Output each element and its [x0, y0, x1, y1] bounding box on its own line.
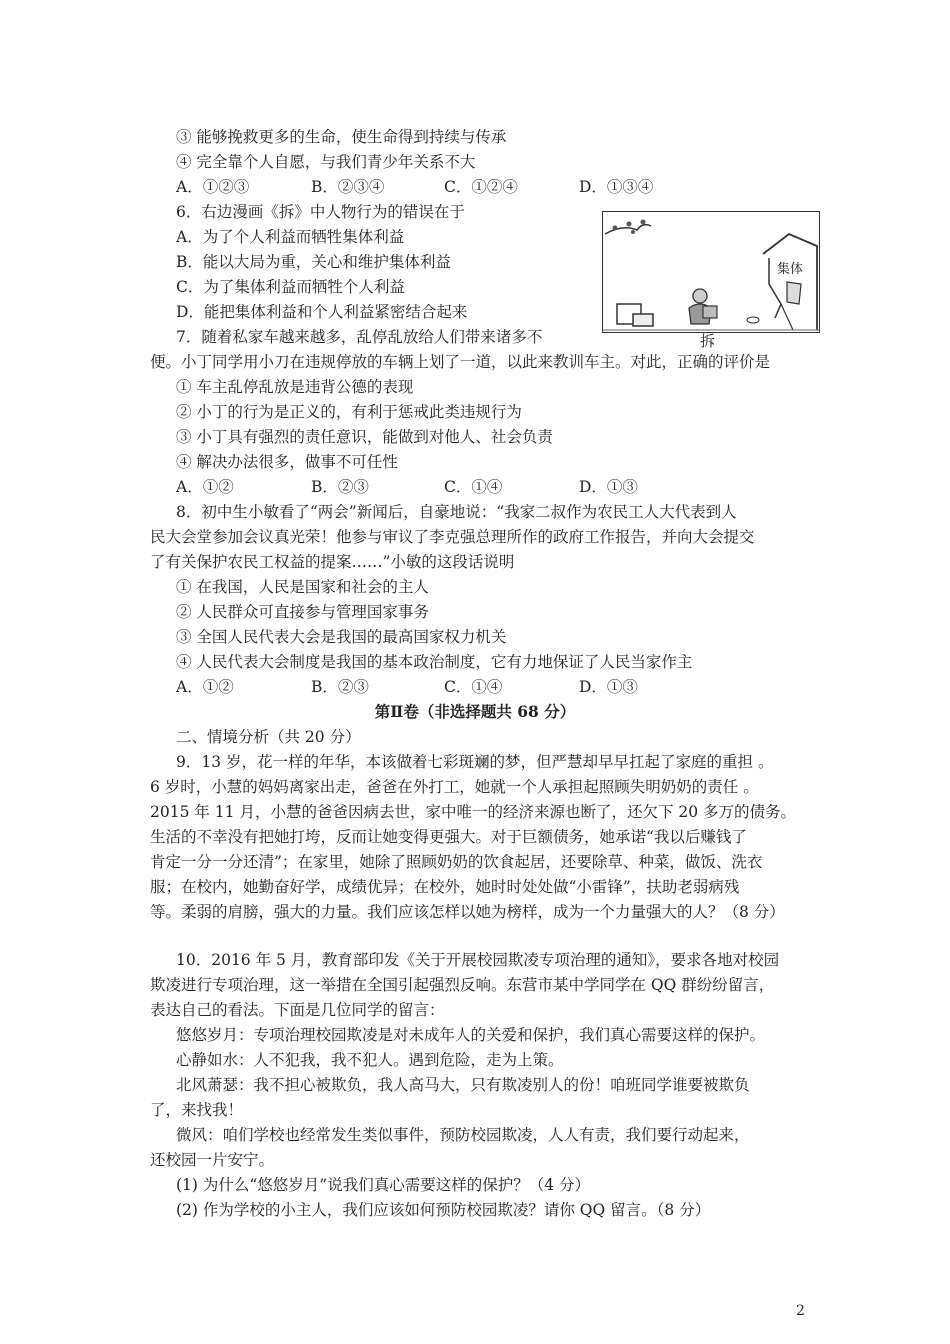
q6-stem: 6．右边漫画《拆》中人物行为的错误在于 [176, 203, 465, 221]
q5-option-b: B．②③④ [311, 178, 385, 196]
q8-stem-line-2: 民大会堂参加会议真光荣！他参与审议了李克强总理所作的政府工作报告，并向大会提交 [150, 528, 755, 546]
q8-option-b: B．②③ [311, 678, 369, 696]
q7-option-d: D．①③ [579, 478, 638, 496]
q9-line-3: 2015 年 11 月，小慧的爸爸因病去世，家中唯一的经济来源也断了，还欠下 20 多万的债务。 [150, 803, 797, 821]
cartoon-caption: 拆 [700, 332, 716, 350]
q8-item-4: ④ 人民代表大会制度是我国的基本政治制度，它有力地保证了人民当家作主 [176, 653, 693, 671]
q10-line-1: 10．2016 年 5 月，教育部印发《关于开展校园欺凌专项治理的通知》，要求各地对校园 [176, 951, 780, 969]
q7-item-2: ② 小丁的行为是正义的，有利于惩戒此类违规行为 [176, 403, 522, 421]
q6-option-c: C．为了集体利益而牺牲个人利益 [176, 278, 405, 296]
q10-comment-4-cont: 还校园一片安宁。 [150, 1151, 275, 1169]
part-2-heading: 二、情境分析（共 20 分） [176, 728, 361, 746]
q5-item-4: ④ 完全靠个人自愿，与我们青少年关系不大 [176, 153, 476, 171]
q9-line-1: 9．13 岁，花一样的年华，本该做着七彩斑斓的梦，但严慧却早早扛起了家庭的重担 。 [176, 753, 774, 771]
q8-stem-line-3: 了有关保护农民工权益的提案……”小敏的这段话说明 [150, 553, 515, 571]
q6-option-a: A．为了个人利益而牺牲集体利益 [176, 228, 405, 246]
cartoon-chai [602, 211, 820, 333]
q10-comment-2: 心静如水：人不犯我，我不犯人。遇到危险，走为上策。 [176, 1051, 564, 1069]
q9-line-6: 服；在校内，她勤奋好学，成绩优异；在校外，她时时处处做“小雷锋”，扶助老弱病残 [150, 878, 740, 896]
q8-option-d: D．①③ [579, 678, 638, 696]
q7-stem-line-1: 7．随着私家车越来越多，乱停乱放给人们带来诸多不 [176, 328, 543, 346]
q5-option-a: A．①②③ [176, 178, 250, 196]
q7-item-4: ④ 解决办法很多，做事不可任性 [176, 453, 398, 471]
q5-option-c: C．①②④ [444, 178, 518, 196]
q5-item-3: ③ 能够挽救更多的生命，使生命得到持续与传承 [176, 128, 507, 146]
q10-comment-3-cont: 了，来找我！ [150, 1101, 244, 1119]
q7-option-c: C．①④ [444, 478, 503, 496]
q7-option-a: A．①② [176, 478, 234, 496]
q8-item-1: ① 在我国，人民是国家和社会的主人 [176, 578, 429, 596]
q8-option-c: C．①④ [444, 678, 503, 696]
q10-subquestion-1: (1) 为什么“悠悠岁月”说我们真心需要这样的保护？（4 分） [176, 1176, 591, 1194]
q10-comment-1: 悠悠岁月：专项治理校园欺凌是对未成年人的关爱和保护，我们真心需要这样的保护。 [176, 1026, 766, 1044]
q10-line-3: 表达自己的看法。下面是几位同学的留言： [150, 1001, 445, 1019]
q5-option-d: D．①③④ [579, 178, 654, 196]
q8-option-a: A．①② [176, 678, 234, 696]
page-number: 2 [796, 1303, 805, 1319]
q10-comment-4: 微风：咱们学校也经常发生类似事件，预防校园欺凌，人人有责，我们要行动起来， [176, 1126, 750, 1144]
q8-item-3: ③ 全国人民代表大会是我国的最高国家权力机关 [176, 628, 507, 646]
q7-stem-line-2: 便。小丁同学用小刀在违规停放的车辆上划了一道，以此来教训车主。对此，正确的评价是 [150, 353, 771, 371]
q8-item-2: ② 人民群众可直接参与管理国家事务 [176, 603, 429, 621]
q9-line-5: 肯定一分一分还清”；在家里，她除了照顾奶奶的饮食起居，还要除草、种菜，做饭、洗衣 [150, 853, 763, 871]
q9-line-2: 6 岁时，小慧的妈妈离家出走，爸爸在外打工，她就一个人承担起照顾失明奶奶的责任 。 [150, 778, 759, 796]
q6-option-b: B．能以大局为重，关心和维护集体利益 [176, 253, 451, 271]
q7-item-3: ③ 小丁具有强烈的责任意识，能做到对他人、社会负责 [176, 428, 553, 446]
q7-item-1: ① 车主乱停乱放是违背公德的表现 [176, 378, 414, 396]
section-2-title: 第Ⅱ卷（非选择题共 68 分） [374, 702, 576, 721]
q6-option-d: D．能把集体利益和个人利益紧密结合起来 [176, 303, 468, 321]
q7-option-b: B．②③ [311, 478, 369, 496]
q10-comment-3: 北风萧瑟：我不担心被欺负，我人高马大，只有欺凌别人的份！咱班同学谁要被欺负 [176, 1076, 750, 1094]
cartoon-sign-label: 集体 [777, 262, 804, 277]
q10-subquestion-2: (2) 作为学校的小主人，我们应该如何预防校园欺凌？请你 QQ 留言。（8 分） [176, 1201, 711, 1219]
q9-line-7: 等。柔弱的肩膀，强大的力量。我们应该怎样以她为榜样，成为一个力量强大的人？（8 分） [150, 903, 785, 921]
q10-line-2: 欺凌进行专项治理，这一举措在全国引起强烈反响。东营市某中学同学在 QQ 群纷纷留言， [150, 976, 775, 994]
q8-stem-line-1: 8．初中生小敏看了“两会”新闻后，自豪地说：“我家二叔作为农民工人大代表到人 [176, 503, 737, 521]
q9-line-4: 生活的不幸没有把她打垮，反而让她变得更强大。对于巨额债务，她承诺“我以后赚钱了 [150, 828, 747, 846]
